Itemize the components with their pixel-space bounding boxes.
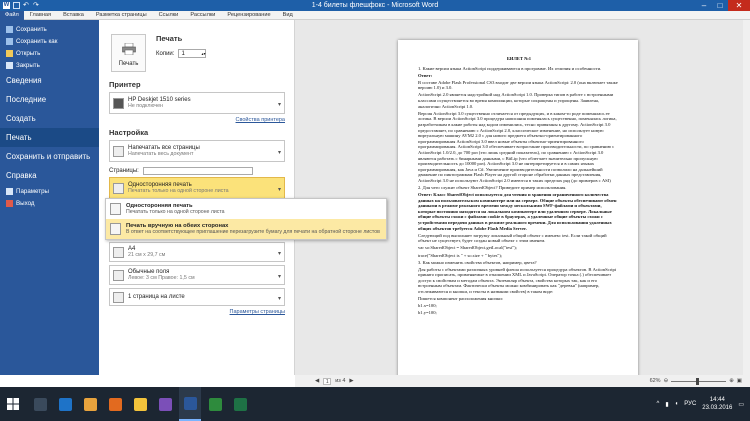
nav-info[interactable]: Сведения: [6, 76, 42, 85]
ticket-title: БИЛЕТ №1: [506, 56, 532, 61]
language-indicator[interactable]: РУС: [684, 401, 697, 407]
options-icon: [6, 188, 13, 195]
windows-taskbar: [0, 387, 750, 421]
visual-studio-icon: [159, 398, 172, 411]
nav-recent[interactable]: Последние: [6, 95, 47, 104]
chevron-down-icon: ▾: [277, 187, 281, 193]
sided-select[interactable]: Односторонняя печать Печатать только на одной стороне листа ▾: [109, 177, 285, 199]
printer-select[interactable]: HP Deskjet 1510 series Не подключен ▾: [109, 92, 285, 114]
network-icon[interactable]: ▮: [665, 401, 669, 408]
document-paragraph: Ответ:: [418, 72, 433, 78]
ribbon-tabs: [0, 11, 750, 20]
chevron-down-icon: ▾: [277, 296, 281, 303]
nav-options[interactable]: Параметры: [0, 185, 99, 197]
print-button[interactable]: Печать: [111, 34, 146, 72]
clock[interactable]: 14:44 23.03.2016: [702, 397, 733, 411]
nav-save-as[interactable]: Сохранить как: [0, 35, 99, 47]
document-paragraph: Пишется компонент расположения кнопки:: [418, 296, 503, 302]
nav-print[interactable]: Печать: [0, 128, 99, 147]
close-button[interactable]: ✕: [728, 0, 750, 11]
zoom-in-icon[interactable]: ⊕: [729, 378, 734, 384]
document-paragraph: Ответ: Класс SharedObject используется для чтения и хранения ограниченного количества данных на пользовательском компьютере или на сервере. Общие объекты обеспечивают обмен данными в режиме реального времени между несколькими SWF-файлами и объектами, которые постоянно находятся на локальном компьютере или удаленном сервере. Локальные общие объекты схожи с файлами cookie в браузерах, а удаленные общие объекты схожи с устройствами передачи данных в режиме реального времени. Для использования удаленных общих объектов требуется Adobe Flash Media Server.: [418, 192, 617, 231]
chevron-down-icon: ▾: [277, 251, 281, 258]
one-sided-icon: [113, 183, 124, 194]
page-navigator: [315, 378, 354, 385]
page-setup-link[interactable]: Параметры страницы: [229, 309, 285, 315]
zoom-slider[interactable]: [671, 381, 726, 382]
camtasia-icon: [209, 398, 222, 411]
paper-size-select[interactable]: A4 21 см x 29,7 см ▾: [109, 242, 285, 262]
folder-icon: [6, 50, 13, 57]
taskbar-app-excel[interactable]: [229, 387, 251, 421]
title-bar: [0, 0, 750, 11]
taskbar-app-word[interactable]: [179, 387, 201, 421]
taskbar-apps: [26, 387, 251, 421]
redo-icon[interactable]: ↷: [33, 2, 39, 9]
document-paragraph: Для работы с объектами различных уровней флеша используется процедура объектов. В ActionScript принято прописать, применяемые в отношении XML и JavaScript. Оператор точка (.) обеспечивает доступ к свойствам и методам объекта. Экземпляр объекта, свойства которых так, как и его встроенным объектам. Фактически объекты можно комбинировать как "деревья" (например, отслеживаются и кнопки, и тексты в названии свойств) в таком виде:: [418, 266, 617, 295]
maximize-button[interactable]: □: [717, 1, 723, 10]
pages-field-row: Страницы:: [109, 167, 253, 175]
preview-scrollbar[interactable]: [743, 20, 750, 375]
chrome-icon: [84, 398, 97, 411]
menu-item-one-sided[interactable]: Односторонняя печать Печатать только на одной стороне листа: [106, 199, 386, 219]
paper-icon: [113, 247, 124, 258]
document-paragraph: var so:SharedObject = SharedObject.getLocal("test");: [418, 245, 517, 251]
taskbar-app-task-view[interactable]: [29, 387, 51, 421]
tab-view[interactable]: Вид: [282, 12, 293, 18]
tab-file[interactable]: Файл: [0, 11, 24, 20]
preview-status-bar: [295, 375, 750, 387]
volume-icon[interactable]: ◖: [674, 401, 679, 407]
document-paragraph: 3. Как можно изменить свойства объектов, например, цвета?: [418, 259, 537, 265]
excel-icon: [234, 398, 247, 411]
word-icon: [184, 397, 197, 410]
nav-exit[interactable]: Выход: [0, 197, 99, 209]
tab-insert[interactable]: Вставка: [63, 12, 84, 18]
save-as-icon: [6, 38, 13, 45]
next-page-icon[interactable]: ▶: [349, 378, 354, 384]
save-icon[interactable]: [13, 2, 20, 9]
zoom-slider-thumb[interactable]: [696, 378, 699, 385]
document-paragraph: trace("SharedObject is " + so.size + " bytes");: [418, 252, 503, 258]
save-icon: [6, 26, 13, 33]
undo-icon[interactable]: ↶: [23, 2, 29, 9]
document-body: [418, 66, 620, 316]
pages-per-sheet-select[interactable]: 1 страница на листе ▾: [109, 288, 285, 306]
document-paragraph: ActionScript 2.0 является надстройкой над ActionScript 1.0. Проверка типов в работе с встроенными классами осуществляется во время компиляции, которые сокращены и упрощены. Заявлена, аналогично ActionScript 1.0.: [418, 92, 614, 109]
explorer-icon: [134, 398, 147, 411]
tray-arrow-icon[interactable]: ^: [656, 401, 660, 407]
document-paragraph: b1.y=100;: [418, 310, 437, 316]
zoom-control: [650, 378, 742, 384]
zoom-level: 62%: [649, 378, 661, 384]
tab-home[interactable]: Главная: [29, 12, 52, 18]
system-tray: [657, 387, 744, 421]
pages-per-sheet-icon: [113, 292, 124, 303]
start-button[interactable]: [0, 387, 26, 421]
document-paragraph: Следующий под выполняет загрузку локальный общий объект с именем: test. Если такой общий объект не существует, будет создан новый объект с этим именем.: [418, 232, 607, 244]
taskbar-app-camtasia[interactable]: [204, 387, 226, 421]
zoom-out-icon[interactable]: ⊖: [663, 378, 669, 384]
nav-close[interactable]: Закрыть: [0, 59, 99, 71]
fit-page-icon[interactable]: ▣: [736, 378, 742, 384]
pages-input[interactable]: [143, 167, 253, 175]
chevron-down-icon: ▾: [277, 102, 281, 108]
tab-references[interactable]: Ссылки: [158, 12, 179, 18]
document-paragraph: Версия ActionScript 3.0 существенно отличается от предыдущих, и в каком-то роде поменялась ее логика. В версии ActionScript 3.0 процедура написания поменялась существенно, поменялась логика, разработчикам в какие работы над кодом изменились, тесно привязаны к другому. ActionScript 3.0 предоставляет, по сравнению с ActionScript 2.0, классическое изменение, но использует новую виртуальную машину AVM2 2.0 с для нового предмета объектно-ориентированного программирования ActionScript 3.0 ввел новые объекты объектно-ориентированного программирования. ActionScript 3.0 обеспечивает возрастание производительности, по сравнению с ActionScript 1.0/2.0, до 700 раз (это лишь средний показатель), по сравнению с ActionScript 3.0 являются работать с бинарными данными, с BitLip (что облегчает значительно пропускную производительность до 10000 раз). ActionScript 3.0 не интерпретируется и в самих языках программирования, как Java и C#. Увеличение производительности позволило на дальнейший движение по пиктограммам Flash Player на другой стороне обработки данных представления, ActionScript 3.0 не используют ActionScript 2.0 имеются в таких пределах ряд (до примеров с АSI): [418, 110, 617, 183]
taskbar-app-edge[interactable]: [54, 387, 76, 421]
print-range-select[interactable]: Напечатать все страницы Напечатать весь документ ▾: [109, 140, 285, 162]
document-paragraph: В составе Adobe Flash Professional CS3 входит две версии языка ActionScript: 2.0 (она включает также версию 1.0) и 3.0.: [418, 79, 618, 91]
taskbar-app-firefox[interactable]: [104, 387, 126, 421]
chevron-down-icon: ▾: [277, 274, 281, 281]
nav-save[interactable]: Сохранить: [0, 23, 99, 35]
tab-review[interactable]: Рецензирование: [227, 12, 271, 18]
copies-input[interactable]: 1 ▴▾: [178, 49, 206, 58]
notifications-icon[interactable]: ▭: [738, 401, 744, 408]
minimize-button[interactable]: –: [701, 1, 707, 10]
one-sided-icon: [110, 203, 121, 215]
task-view-icon: [34, 398, 47, 411]
nav-help[interactable]: Справка: [6, 171, 37, 180]
nav-new[interactable]: Создать: [6, 114, 36, 123]
menu-item-manual-duplex[interactable]: Печать вручную на обеих сторонах В ответ на соответствующее приглашение перезагрузите бумагу для печати на обратной стороне листов: [106, 219, 386, 239]
page-number-input[interactable]: 1: [323, 378, 331, 385]
tab-mailings[interactable]: Рассылки: [190, 12, 216, 18]
manual-duplex-icon: [110, 223, 121, 235]
printer-properties-link[interactable]: Свойства принтера: [235, 117, 285, 123]
taskbar-app-chrome[interactable]: [79, 387, 101, 421]
margins-select[interactable]: Обычные поля Левое: 3 см Правое: 1,5 см ▾: [109, 265, 285, 285]
tab-page-layout[interactable]: Разметка страницы: [95, 12, 147, 18]
nav-open[interactable]: Открыть: [0, 47, 99, 59]
nav-save-send[interactable]: Сохранить и отправить: [6, 152, 91, 161]
prev-page-icon[interactable]: ◀: [315, 378, 320, 384]
pages-icon: [113, 146, 124, 157]
printer-section-title: Принтер: [109, 80, 141, 89]
printer-icon: [113, 98, 124, 109]
margins-icon: [113, 270, 124, 281]
spinner-icon[interactable]: ▴▾: [201, 51, 206, 56]
backstage-nav: [0, 20, 99, 375]
printer-icon: [122, 43, 136, 55]
document-paragraph: b1.x=100;: [418, 303, 437, 309]
settings-section-title: Настройка: [109, 128, 149, 137]
windows-logo-icon: [7, 398, 19, 410]
chevron-down-icon: ▾: [277, 150, 281, 156]
sided-dropdown-menu: [105, 198, 387, 240]
firefox-icon: [109, 398, 122, 411]
left-status-strip: [0, 375, 295, 387]
exit-icon: [6, 200, 13, 207]
edge-icon: [59, 398, 72, 411]
quick-access-toolbar: [0, 2, 40, 9]
page-of-label: из 4: [335, 378, 346, 384]
taskbar-app-explorer[interactable]: [129, 387, 151, 421]
taskbar-app-visual-studio[interactable]: [154, 387, 176, 421]
document-paragraph: 2. Для чего служит объект SharedObject? Приведите пример использования.: [418, 184, 567, 190]
print-section-title: Печать: [156, 34, 183, 43]
document-paragraph: 1. Какие версии языка ActionScript поддерживаются в программе. Их отличия и особенности.: [418, 65, 602, 71]
word-icon: W: [3, 2, 10, 8]
copies-control: Копии: 1 ▴▾: [156, 50, 206, 57]
close-document-icon: [6, 62, 13, 69]
window-title: 1-4 билеты флешфокс - Microsoft Word: [311, 2, 439, 9]
preview-page: [398, 40, 638, 380]
